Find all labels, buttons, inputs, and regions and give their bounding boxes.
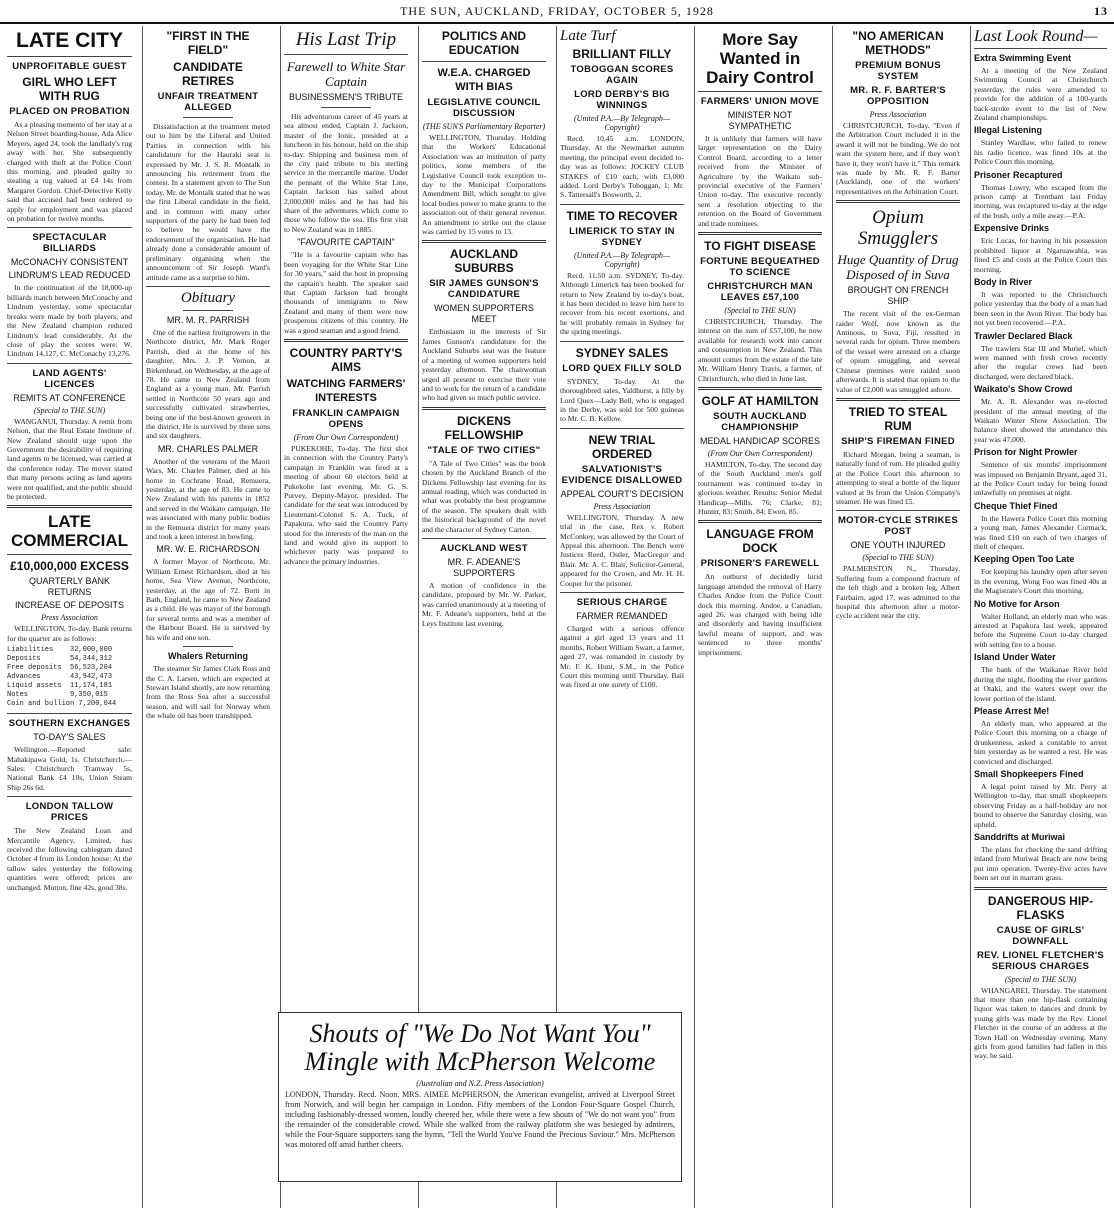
subheadline: FARMER REMANDED <box>576 610 668 621</box>
article-body: WELLINGTON, Thursday. Holding that the Workers' Educational Association was an institution of party politics, some members of the Legislative Council took exception to-day to the Municipal Corporations Amendment Bill, which sought to give local bodies power to make grants to the association out of their general revenue. An amendment to strike out the clause was carried by 15 votes to 13. <box>422 133 546 237</box>
headline: SPECTACULAR BILLIARDS <box>32 232 107 255</box>
subheadline: LEGISLATIVE COUNCIL DISCUSSION <box>427 97 541 119</box>
obituary-name: MR. CHARLES PALMER <box>157 443 259 454</box>
brief-body: In the Hawera Police Court this morning a young man, James Alexander Cormack, was fined £10 on each of two charges of theft of cheques. <box>974 513 1107 552</box>
headline: POLITICS AND EDUCATION <box>441 29 527 57</box>
subheadline: PRISONER'S FAREWELL <box>700 558 820 570</box>
subheadline: TO-DAY'S SALES <box>33 732 106 743</box>
article-body: It is unlikely that farmers will have larger representation on the Dairy Control Board, according to a letter received from the Minister of Agriculture by the Waikato sub-provincial executive of the Farmers' Union to-day. The executive recently sent a resolution objecting to the retention on the Board of Government and trade nominees. <box>698 134 822 228</box>
masthead <box>0 0 1114 24</box>
brief-body: Thomas Lowry, who escaped from the prison camp at Trentham last Friday morning, was recaptured to-day at the edge of the bush, only a mile away.—P.A. <box>974 182 1107 220</box>
byline: Press Association <box>593 501 651 511</box>
byline: Press Association <box>41 613 98 623</box>
subheadline: WOMEN SUPPORTERS MEET <box>434 303 534 325</box>
brief-headline: No Motive for Arson <box>974 598 1060 609</box>
obituary-name: MR. W. E. RICHARDSON <box>156 544 260 555</box>
article-body: Enthusiasm in the interests of Sir James Gunson's candidature for the Auckland Suburbs seat was the feature of a meeting of women supporters held yesterday afternoon. The chairwoman urged all present to exercise their vote and to work for the return of a candidate who had given so much public service. <box>422 327 546 403</box>
article-body: Charged with a serious offence against a girl aged 13 years and 11 months, Robert William Swart, a farmer, aged 27, was remanded in custody by Mr. F. K. Hunt, S.M., in the Police Court this morning until Thursday. Bail was fixed at one surety of £100. <box>560 623 684 690</box>
brief-body: Sentence of six months' imprisonment was imposed on Benjamin Bryant, aged 31, at the Police Court today for being found unlawfully on premises at night. <box>974 460 1107 498</box>
subheadline: SIR JAMES GUNSON'S CANDIDATURE <box>429 278 539 301</box>
byline: (Special to THE SUN) <box>862 553 934 563</box>
headline: DICKENS FELLOWSHIP <box>444 413 524 442</box>
article-body: "He is a favourite captain who has been voyaging for the White Star Line for 30 years," said the host in proposing the captain's health. The speaker said that Captain Jackson had brought thousands of immigrants to New Zealand and many of them were now prosperous citizens of this country. He was a good seaman and a good friend. <box>284 250 408 335</box>
last-look-round-banner: Last Look Round— <box>974 28 1098 45</box>
subheadline: BROUGHT ON FRENCH SHIP <box>847 285 949 307</box>
brief-headline: Trawler Declared Black <box>974 330 1073 341</box>
headline: TIME TO RECOVER <box>566 208 678 223</box>
headline: Shouts of "We Do Not Want You" Mingle with McPherson Welcome <box>304 1019 656 1076</box>
headline: AUCKLAND SUBURBS <box>450 247 518 276</box>
article-body: WHANGAREI, Thursday. The statement that more than one hip-flask containing liquor was taken to dances and drunk by young girls was made by the Rev. Lionel Fletcher in the course of an address at the Town Hall on Wednesday evening. Many girls from good families had fallen in this way, he said. <box>974 985 1107 1061</box>
brief-headline: Expensive Drinks <box>974 223 1050 234</box>
brief-body: The trawlers Star III and Muriel, which were manned with fresh crews recently after the regular crews had been discharged, were declared black. <box>974 343 1107 381</box>
subheadline: FARMERS' UNION MOVE <box>700 96 820 107</box>
article-body: The recent visit of the ex-German raider Wolf, now known as the Antinous, to Suva, Fiji, resulted in several raids for opium. Three members of the vessel were arrested on a charge of opium smuggling, and several Chinese premises were raided soon afterwards. It is stated that opium to the value of £2,000 was smuggled ashore. <box>836 309 960 394</box>
byline: (United P.A.—By Telegraph—Copyright) <box>574 250 670 269</box>
article-body: WELLINGTON, Thursday. A new trial in the case, Rex v. Robert McConkey, was allowed by the Court of Appeal this afternoon. The Bench were Justices Reed, Ostler, MacGregor and Blair. Mr. A. C. Blair, Solicitor-General, appeared for the Crown, and Mr. H. H. Cooper for the prisoner. <box>560 512 684 588</box>
headline: £10,000,000 EXCESS <box>10 559 129 574</box>
headline: LAND AGENTS' LICENCES <box>32 367 107 390</box>
article-body: A former Mayor of Northcote, Mr. William Ernest Richardson, died at his home, Sea View Avenue, Northcote, yesterday, at the age of 72. Born in Bath, England, he came to New Zealand as a child. He was mayor of the borough for several terms and was a member of the Harbour Board. He is survived by his wife and one son. <box>146 557 270 642</box>
article-body: PUKEKOHE, To-day. The first shot in connection with the Country Party's campaign in Franklin was fired at a meeting of about 60 electors held at Pukekohe last evening. Mr. G. S. Purvey, Deputy-Mayor, presided. The candidate for the seat was introduced by Lieutenant-Colonel S. A. Tuck, of Papakura, who said the Country Party stood for the interests of the man on the land and would give its support to whichever party was prepared to advance the primary industries. <box>284 443 408 566</box>
article-body: LONDON, Thursday. Recd. Noon. MRS. AIMEE McPHERSON, the American evangelist, arrived at Liverpool Street from Norwich, and will begin her campaign in London. Fifty members of the London Four-Square Gospel Church, including fashionably-dressed women, loudly cheered her, while there were a few shouts of "We do not want you" from the remainder of the considerable crowd. While she walked from the railway platform she was besieged by admirers, while the Four-Square supporters sang the hymn, "Tell the World You've Found the Precious Saviour." Mrs. McPherson was motored off amid further cheers. <box>285 1090 675 1149</box>
brief-headline: Cheque Thief Fined <box>974 500 1058 511</box>
byline: (THE SUN'S Parliamentary Reporter) <box>422 122 546 131</box>
headline: TO FIGHT DISEASE <box>704 239 816 254</box>
headline: Opium Smugglers <box>857 207 939 250</box>
article-body: SYDNEY, To-day. At the thoroughbred sales, Yaldhurst, a filly by Lord Quex—Lady Bell, who is engaged in the Derby, was sold for 500 guineas to Mr. C. B. Kellow. <box>560 376 684 424</box>
bank-returns-table: Liabilities 32,000,000 Deposits 54,344,312 Free deposits 56,523,204 Advances 43,942,473 Liquid assets 11,174,181 Notes 9,350,015 Coin and bullion 7,200,044 <box>7 646 117 709</box>
brief-body: Eric Lucas, for having in his possession prohibited liquor at Ngaruawahia, was fined £5 and costs at the Police Court this morning. <box>974 236 1107 274</box>
byline: (From Our Own Correspondent) <box>293 432 399 442</box>
subheadline: CAUSE OF GIRLS' DOWNFALL <box>996 924 1085 947</box>
headline: NEW TRIAL ORDERED <box>588 432 656 461</box>
brief-body: Stanley Wardlaw, who failed to renew his radio licence, was fined 10s at the Police Court this morning. <box>974 138 1107 167</box>
subheadline: SALVATIONIST'S EVIDENCE DISALLOWED <box>561 463 683 486</box>
headline: CANDIDATE RETIRES <box>173 60 243 88</box>
subheadline: "TALE OF TWO CITIES" <box>427 444 541 456</box>
subheadline: Whalers Returning <box>167 651 248 662</box>
article-body: The steamer Sir James Clark Ross and the C. A. Larsen, which are expected at Stewart Island shortly, are now returning from the Ross Sea after a successful season, and will sail for Norway when the whale oil has been transhipped. <box>146 664 270 721</box>
article-body: One of the earliest fruitgrowers in the Northcote district, Mr. Mark Roger Parrish, died at the home of his daughter, Mrs. J. P. Vernon, at Birkenhead, on Wednesday, at the age of 78. He came to New Zealand from England as a young man. Mr. Parrish settled in Northcote 50 years ago and successfully cultivated strawberries, being one of the best-known growers in the district. He is survived by three sons and six daughters. <box>146 327 270 441</box>
subheadline: BUSINESSMEN'S TRIBUTE <box>288 92 404 102</box>
article-body: A motion of confidence in the candidate, proposed by Mr. W. Parker, was carried unanimously at a meeting of Mr. F. Adeane's supporters, held at the Leys Institute last evening. <box>422 580 546 628</box>
column-8 <box>970 26 1110 1208</box>
subheadline: ONE YOUTH INJURED <box>850 540 946 551</box>
subheadline: LINDRUM'S LEAD REDUCED <box>8 270 131 281</box>
subheadline: SHIP'S FIREMAN FINED <box>841 435 955 447</box>
kicker: "NO AMERICAN METHODS" <box>852 29 944 57</box>
headline: AUCKLAND WEST <box>440 542 528 554</box>
brief-headline: Waikato's Show Crowd <box>974 384 1073 395</box>
headline: BRILLIANT FILLY <box>572 47 672 61</box>
brief-headline: Illegal Listening <box>974 125 1043 136</box>
article-body: Another of the veterans of the Maori Wars, Mr. Charles Palmer, died at his home in Cochrane Road, Remuera, yesterday, at the age of 83. He came to New Zealand with his parents in 1852 and served in the Waikato campaign. He was associated with many public bodies in the Remuera district for many years and took a keen interest in bowling. <box>146 456 270 542</box>
brief-headline: Keeping Open Too Late <box>974 554 1075 565</box>
article-body: "A Tale of Two Cities" was the book chosen by the Auckland Branch of the Dickens Fellowship last evening for its annual reading, which was conducted in what was probably the best programme of the season. The speakers dealt with the historical background of the novel and the character of Sydney Carton. <box>422 458 546 534</box>
masthead-title: THE SUN, AUCKLAND, FRIDAY, OCTOBER 5, 1928 <box>400 4 714 18</box>
page-number: 13 <box>1094 4 1108 18</box>
kicker: Late Turf <box>560 28 616 44</box>
subheadline: Huge Quantity of Drug Disposed of in Suva <box>837 252 959 283</box>
subheadline: SOUTH AUCKLAND CHAMPIONSHIP <box>713 410 807 433</box>
brief-headline: Small Shopkeepers Fined <box>974 768 1084 779</box>
subheadline: UNFAIR TREATMENT ALLEGED <box>157 91 259 113</box>
headline: SOUTHERN EXCHANGES <box>8 718 131 730</box>
subheadline: WATCHING FARMERS' INTERESTS <box>286 377 406 404</box>
headline: SYDNEY SALES <box>575 345 669 360</box>
subheadline: W.E.A. CHARGED WITH BIAS <box>437 67 531 93</box>
brief-body: At a meeting of the New Zealand Swimming Council at Christchurch yesterday, the rules were amended to provide for the addition of a 100-yards back-stroke event to the list of New Zealand championships. <box>974 66 1107 123</box>
subheadline: McCONACHY CONSISTENT <box>10 257 129 268</box>
headline: More Say Wanted in Dairy Control <box>706 30 814 87</box>
headline: MOTOR-CYCLE STRIKES POST <box>837 515 959 538</box>
headline: His Last Trip <box>295 29 397 50</box>
brief-body: It was reported to the Christchurch police yesterday that the body of a man had been seen in the Avon River. The body has not yet been recovered.—P.A. <box>974 289 1107 328</box>
brief-headline: Extra Swimming Event <box>974 53 1072 63</box>
subheadline: REV. LIONEL FLETCHER'S SERIOUS CHARGES <box>976 949 1105 972</box>
article-body: As a pleasing memento of her stay at a Nelson Street boarding-house, Ada Alice Meyers, aged 24, took the landlady's rug away with her. She subsequently charged with theft at the Police Court this morning, and pleaded guilty to stealing a rug valued at £4 14s from Margaret Gordon. Chief-Detective Kelly said that accused had been ordered to apply for employment and was placed on probation for twelve months. <box>7 120 132 224</box>
byline: (United P.A.—By Telegraph—Copyright) <box>574 114 670 132</box>
brief-headline: Prison for Night Prowler <box>974 447 1078 458</box>
headline: UNPROFITABLE GUEST <box>12 61 127 72</box>
brief-headline: Sanddrifts at Muriwai <box>974 831 1066 842</box>
subheadline: FORTUNE BEQUEATHED TO SCIENCE <box>700 256 820 279</box>
article-body: Richard Morgan, being a seaman, is naturally fond of rum. He pleaded guilty at the Police Court this afternoon to attempting to steal a bottle of the liquor valued at 9s from the Union Company's steamer. He was fined £5. <box>836 449 960 506</box>
subheadline: CHRISTCHURCH MAN LEAVES £57,100 <box>707 281 813 304</box>
article-body: Recd. 10.45 a.m. LONDON, Thursday. At the Newmarket autumn meeting, the principal event decided to-day was as follows: JOCKEY CLUB STAKES of £10 each, with £3,000 added. Lord Derby's Toboggan, 1; Mr. S. Tattersall's Bosworth, 2. <box>560 134 684 200</box>
article-body: An outburst of decidedly lurid language attended the removal of Harry Charles Andoe from the Police Court dock this morning. Andoe, a Canadian, aged 26, was charged with being idle and disorderly and having insufficient lawful means of support, and was sentenced to three months' imprisonment. <box>698 572 822 657</box>
headline: TRIED TO STEAL RUM <box>848 404 948 433</box>
article-body: CHRISTCHURCH, To-day. "Even if the Arbitration Court included it in the award it will not be binding. We do not want the system here, and if they won't have it, they won't have it." This remark was made by Mr. R. F. Barter (Auckland), one of the workers' representatives on the Arbitration Court. <box>836 121 960 196</box>
brief-list <box>974 53 1107 883</box>
brief-headline: Please Arrest Me! <box>974 705 1050 716</box>
subheadline: GIRL WHO LEFT WITH RUG <box>22 75 117 103</box>
headline: LANGUAGE FROM DOCK <box>706 527 814 556</box>
article-body: Recd. 11.50 a.m. SYDNEY, To-day. Although Limerick has been booked for return to New Zealand by to-day's boat, it has been decided to leave him here to recover from his recent exertions, and he will probably remain in Sydney for the spring meetings. <box>560 270 684 337</box>
subheadline: Farewell to White Star Captain <box>286 59 406 89</box>
brief-body: Mr. A. R. Alexander was re-elected president of the annual meeting of the Waikato Winter Show Association. The balance sheet showed the attendance this year was 47,000. <box>974 397 1107 444</box>
article-body: The New Zealand Loan and Mercantile Agency, Limited, has received the following cablegram dated October 4 from its London house: At the tallow sales yesterday the following quantities were offered; prices are unchanged. Mutton, fine 42s, good 38s. <box>7 826 132 892</box>
article-body: WANGANUI, Thursday. A remit from Nelson, that the Real Estate Institute of New Zealand should urge upon the Government the desirability of requiring land agents to be licensed, was carried at the conference today. The mover stated that many persons acting as land agents were not qualified, and the public should be protected. <box>7 416 132 501</box>
article-body: Wellington.—Reported sale: Mahakipawa Gold, 1s. Christchurch.—Sales: Christchurch Tramway 5s, National Bank £4 10s, Union Steam Ship 26s 6d. <box>7 745 132 792</box>
article-body: HAMILTON, To-day. The second day of the South Auckland men's golf tournament was continued to-day in glorious weather. Results: Senior Medal Handicap—Mills, 76; Clarke, 81; Hunter, 83; Smith, 84; Ewen, 85. <box>698 459 822 516</box>
subheadline: LORD DERBY'S BIG WINNINGS <box>574 89 670 111</box>
headline: PREMIUM BONUS SYSTEM <box>855 60 941 82</box>
brief-headline: Prisoner Recaptured <box>974 169 1063 180</box>
brief-body: Walter Holland, an elderly man who was arrested at Papakura last week, appeared before the Supreme Court to-day charged with setting fire to a house. <box>974 611 1107 649</box>
brief-body: The bank of the Waikanae River held during the night, flooding the river gardens at Otaki, and the waters swept over the lower portion of the island. <box>974 665 1107 703</box>
subheadline: MR. R. F. BARTER'S OPPOSITION <box>850 85 946 107</box>
byline: (From Our Own Correspondent) <box>707 448 813 458</box>
byline: Press Association <box>869 110 927 119</box>
subheadline: PLACED ON PROBATION <box>9 106 130 117</box>
article-body: WELLINGTON, To-day. Bank returns for the quarter are as follows: <box>7 624 132 643</box>
mcpherson-article <box>278 1012 682 1182</box>
headline: LONDON TALLOW PRICES <box>25 801 114 824</box>
article-body: His adventurous career of 45 years at sea almost ended, Captain J. Jackson, master of the Ionic, presided at a luncheon in his honour, held on the ship to-day. Shipping and business men of the city paid tribute to his sterling service in the mercantile marine. Under the pennant of the White Star Line, Captain Jackson has sailed about 2,000,000 miles and he has had his share of the adventures which come to those who follow the sea. His first visit to New Zealand was in 1885. <box>284 112 408 234</box>
brief-body: A legal point raised by Mr. Perry at Wellington to-day, that small shopkeepers observing Friday as a half-holiday are not bound to observe the Saturday closing, was upheld. <box>974 781 1107 829</box>
headline: DANGEROUS HIP-FLASKS <box>987 893 1094 922</box>
brief-body: The plans for checking the sand drifting inland from Muriwai Beach are now being put into operation. Twenty-five acres have been set out in marram grass. <box>974 844 1107 883</box>
brief-body: For keeping his laundry open after seven in the evening, Wong Foo was fined 40s at the Magistrate's Court this morning. <box>974 567 1107 596</box>
article-body: PALMERSTON N., Thursday. Suffering from a compound fracture of the left thigh and a broken leg, Albert Fairbairn, aged 17, was admitted to the hospital this afternoon after a motor-cycle accident near the city. <box>836 564 960 621</box>
column-1 <box>4 26 135 1208</box>
obituary-heading: Obituary <box>180 289 236 306</box>
late-city-banner: LATE CITY <box>16 29 123 52</box>
article-body: Dissatisfaction at the treatment meted out to him by the Liberal and United Parties in connection with his candidature for the Hauraki seat is expressed by Mr. J. S. R. Montalk in announcing his retirement from the contest. In a statement given to The Sun today, Mr. de Montalk stated that he was the first Liberal candidate in the field, and in common with many other supporters of the party he had been led to believe he would have the endorsement of the organisation. He had already done a considerable amount of preliminary organising when the announcement of Sir Joseph Ward's attitude came as a surprise to him. <box>146 122 270 282</box>
brief-headline: Body in River <box>974 276 1033 287</box>
byline: (Special to THE SUN) <box>724 306 796 316</box>
brief-headline: Island Under Water <box>974 652 1056 663</box>
subheadline: INCREASE OF DEPOSITS <box>14 600 125 611</box>
crosshead: "FAVOURITE CAPTAIN" <box>297 237 395 248</box>
subheadline: TOBOGGAN SCORES AGAIN <box>570 64 674 86</box>
byline: (Special to THE SUN) <box>1004 974 1077 984</box>
column-2 <box>142 26 273 1208</box>
article-body: CHRISTCHURCH, Thursday. The interest on the sum of £57,100, he now available for research work into cancer and consumption in New Zealand. This amount comes from the estate of the late Mr. William Henry Travis, a farmer, of Christchurch, who died in June last. <box>698 317 822 383</box>
subheadline: REMITS AT CONFERENCE <box>13 392 126 403</box>
column-6 <box>694 26 825 1208</box>
subheadline: MR. F. ADEANE'S SUPPORTERS <box>447 556 521 578</box>
kicker: "FIRST IN THE FIELD" <box>166 29 250 57</box>
byline: (Australian and N.Z. Press Association) <box>416 1079 544 1088</box>
article-body: In the continuation of the 18,000-up billiards match between McConachy and Lindrum yesterday, some spectacular breaks were made by both players, and the New Zealand champion reduced Lindrum's lead considerably. At the close of play the scores were: W. Lindrum 14,127, C. McConachy 13,276. <box>7 283 132 359</box>
headline: GOLF AT HAMILTON <box>701 393 819 408</box>
obituary-name: MR. M. R. PARRISH <box>166 314 250 325</box>
late-commercial-banner: LATE COMMERCIAL <box>10 512 129 551</box>
subheadline: APPEAL COURT'S DECISION <box>560 488 684 499</box>
brief-body: An elderly man, who appeared at the Police Court this morning on a charge of drunkenness, asked a constable to arrest him yesterday as he wanted a rest. He was convicted and discharged. <box>974 718 1107 766</box>
subheadline: FRANKLIN CAMPAIGN OPENS <box>292 407 400 430</box>
subheadline: QUARTERLY BANK RETURNS <box>28 576 111 598</box>
headline: COUNTRY PARTY'S AIMS <box>289 345 403 374</box>
subheadline: LIMERICK TO STAY IN SYDNEY <box>569 225 675 248</box>
headline: SERIOUS CHARGE <box>576 596 668 608</box>
column-7 <box>832 26 963 1208</box>
subheadline: MINISTER NOT SYMPATHETIC <box>727 110 793 131</box>
subheadline: LORD QUEX FILLY SOLD <box>562 362 682 374</box>
byline: (Special to THE SUN) <box>33 405 106 415</box>
subheadline: MEDAL HANDICAP SCORES <box>699 435 821 446</box>
